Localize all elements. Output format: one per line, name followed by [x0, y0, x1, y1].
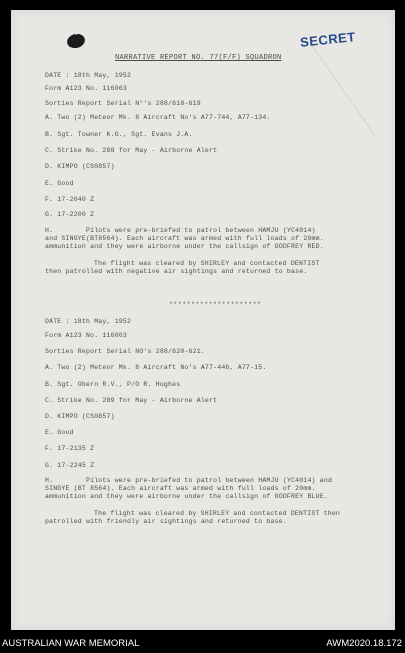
r2-item-f: F. 17-2135 Z [45, 445, 95, 452]
r2-serial: Sorties Report Serial NO's 288/620-621. [45, 348, 205, 355]
r1-flight-line2: then patrolled with negative air sightings and returned to base. [45, 268, 308, 275]
r2-item-b: B. Sgt. Obern R.V., P/O R. Hughes [45, 381, 181, 388]
r2-form: Form A123 No. 116063 [45, 332, 128, 339]
report-title: NARRATIVE REPORT NO. 77(F/F) SQUADRON [115, 54, 282, 62]
r2-item-c: C. Strike No. 289 for May - Airborne Alert [45, 397, 218, 404]
r2-item-g: G. 17-2245 Z [45, 462, 95, 469]
r1-item-h-line2: and SINGYE(BT8564). Each aircraft was armed with full loads of 20mm. [45, 235, 324, 242]
r1-item-h-line3: ammunition and they were airborne under the callsign of GODFREY RED. [45, 243, 324, 250]
r1-flight-line1: The flight was cleared by SHIRLEY and contacted DENTIST [94, 260, 320, 267]
r2-flight-line1: The flight was cleared by SHIRLEY and contacted DENTIST then [94, 510, 341, 517]
r1-item-d: D. KIMPO (CS0857) [45, 163, 115, 170]
document-page [11, 10, 395, 630]
paper-crease [311, 44, 375, 135]
r2-date: DATE : 18th May, 1952 [45, 318, 132, 325]
r2-item-h-line1: H. Pilots were pre-briefed to patrol between HAMJU (YC4014) and [45, 477, 333, 484]
r1-item-b: B. Sgt. Towner K.G., Sgt. Evans J.A. [45, 131, 193, 138]
punch-hole [65, 32, 86, 50]
r1-item-e: E. Good [45, 180, 74, 187]
r2-item-e: E. Good [45, 429, 74, 436]
secret-stamp: SECRET [299, 29, 357, 50]
r2-item-h-line3: ammunition and they were airborne under the callsign of GODFREY BLUE. [45, 493, 328, 500]
r1-date: DATE : 18th May, 1952 [45, 72, 132, 79]
r2-item-a: A. Two (2) Meteor Mk. 8 Aircraft No's A77-446, A77-15. [45, 364, 267, 371]
footer-institution: AUSTRALIAN WAR MEMORIAL [2, 638, 140, 649]
r1-item-f: F. 17-2040 Z [45, 196, 95, 203]
r2-item-h-line2: SINGYE (BT 8564). Each aircraft was armed with full loads of 20mm. [45, 485, 316, 492]
r1-item-a: A. Two (2) Meteor Mk. 8 Aircraft No's A77-744, A77-134. [45, 114, 271, 121]
r1-item-c: C. Strike No. 288 for May - Airborne Alert [45, 147, 218, 154]
r1-serial: Sorties Report Serial N°'s 288/618-619 [45, 100, 201, 107]
r1-item-g: G. 17-2200 Z [45, 211, 95, 218]
section-separator: ********************* [169, 301, 262, 308]
r2-item-d: D. KIMPO (CS0857) [45, 413, 115, 420]
r2-flight-line2: patrolled with friendly air sightings and returned to base. [45, 518, 287, 525]
footer-accession-number: AWM2020.18.172 [326, 638, 402, 649]
r1-form: Form A123 No. 116063 [45, 85, 128, 92]
r1-item-h-line1: H. Pilots were pre-briefed to patrol between HAMJU (YC4014) [45, 227, 316, 234]
